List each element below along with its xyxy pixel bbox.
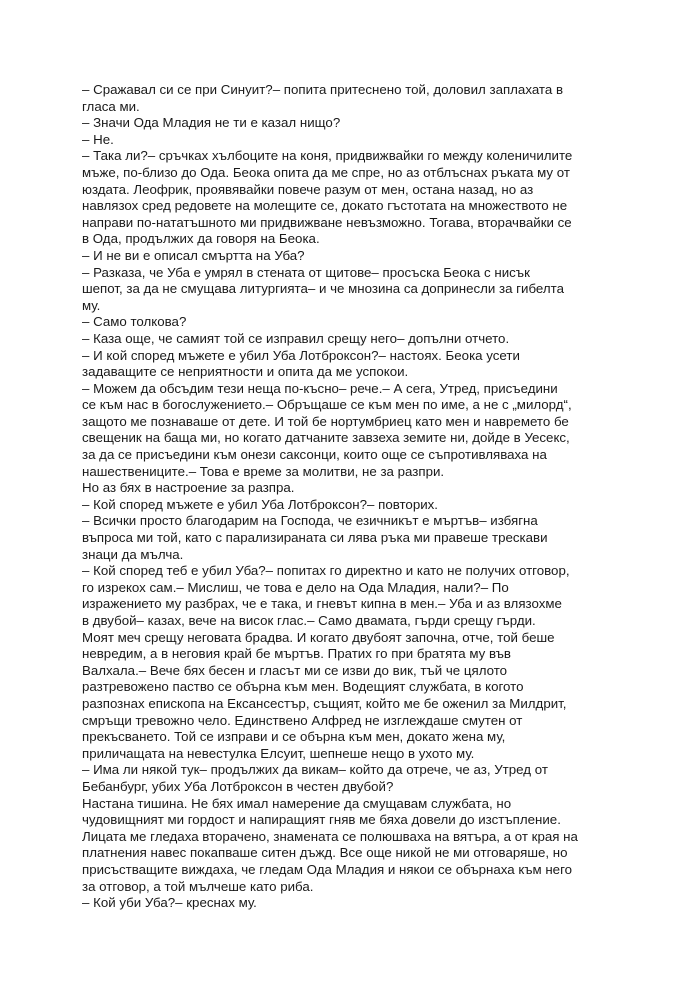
text-line: за да се присъедини към онези саксонци, които още се съпротивляваха на <box>82 447 547 463</box>
text-line: – Кой според мъжете е убил Уба Лотброксон?– повторих. <box>82 496 438 512</box>
text-line: разтревожено паство се обърна към мен. Водещият службата, в когото <box>82 679 524 695</box>
text-line: – Каза още, че самият той се изправил срещу него– допълни отчето. <box>82 330 510 346</box>
text-line: Лицата ме гледаха вторачено, знамената се полюшваха на вятъра, а от края на <box>82 828 578 844</box>
text-line: невредим, а в неговия край бе мъртъв. Пратих го при братята му във <box>82 646 511 662</box>
text-line: изражението му разбрах, че е така, и гневът кипна в мен.– Уба и аз влязохме <box>82 596 562 612</box>
text-line: знаци да мълча. <box>82 546 184 562</box>
text-line: Бебанбург, убих Уба Лотброксон в честен двубой? <box>82 778 394 794</box>
text-line: мъже, по-близо до Ода. Беока опита да ме спре, но аз отблъснах ръката му от <box>82 164 570 180</box>
text-line: задаващите се неприятности и опита да ме успокои. <box>82 364 409 380</box>
text-line: – И не ви е описал смъртта на Уба? <box>82 247 305 263</box>
text-line: юздата. Леофрик, проявявайки повече разум от мен, остана назад, но аз <box>82 181 534 197</box>
text-line: гласа ми. <box>82 98 140 114</box>
text-line: шепот, за да не смущава литургията– и че мнозина са допринесли за гибелта <box>82 281 564 297</box>
text-line: защото ме познаваше от дете. И той бе нортумбриец като мен и навремето бе <box>82 413 569 429</box>
text-line: смръщи тревожно чело. Единствено Алфред не изглеждаше смутен от <box>82 712 523 728</box>
text-line: се към нас в богослужението.– Обръщаше се към мен по име, а не с „милорд“, <box>82 397 572 413</box>
text-line: в Ода, продължих да говоря на Беока. <box>82 231 320 247</box>
text-line: в двубой– казах, вече на висок глас.– Само двамата, гърди срещу гърди. <box>82 613 536 628</box>
text-line: Моят меч срещу неговата брадва. И когато двубоят започна, отче, той беше <box>82 629 555 645</box>
text-line: – Има ли някой тук– продължих да викам– който да отрече, че аз, Утред от <box>82 762 548 778</box>
document-page <box>82 82 622 928</box>
text-line: за отговор, а той мълчеше като риба. <box>82 878 314 894</box>
text-line: – Кой уби Уба?– креснах му. <box>82 895 257 911</box>
text-line: Настана тишина. Не бях имал намерение да смущавам службата, но <box>82 795 512 811</box>
text-line: – Не. <box>82 131 114 147</box>
text-line: въпроса ми той, като с парализираната си лява ръка ми правеше трескави <box>82 530 548 546</box>
text-line: платнения навес покапваше ситен дъжд. Все още никой не ми отговаряше, но <box>82 845 568 861</box>
text-line: му. <box>82 297 101 313</box>
text-line: – Кой според теб е убил Уба?– попитах го директно и като не получих отговор, <box>82 563 570 579</box>
text-line: – Така ли?– сръчках хълбоците на коня, придвижвайки го между коленичилите <box>82 148 573 164</box>
text-line: – Сражавал си се при Синуит?– попита притеснено той, доловил заплахата в <box>82 82 564 97</box>
text-line: нашествениците.– Това е време за молитви, не за разпри. <box>82 463 445 479</box>
text-line: свещеник на баща ми, но когато датчаните завзеха земите ни, дойде в Уесекс, <box>82 430 570 446</box>
text-line: прекъсването. Той се изправи и се обърна към мен, докато жена му, <box>82 729 506 745</box>
text-line: – Разказа, че Уба е умрял в стената от щитове– просъска Беока с нисък <box>82 264 530 280</box>
text-line: навлязох сред редовете на молещите се, докато гъстотата на множеството не <box>82 198 568 214</box>
text-line: присъстващите виждаха, че гледам Ода Младия и някои се обърнаха към него <box>82 861 573 877</box>
text-line: чудовищният ми гордост и напиращият гняв ме бяха довели до изстъпление. <box>82 812 561 828</box>
text-line: Валхала.– Вече бях бесен и гласът ми се изви до вик, тъй че цялото <box>82 662 508 678</box>
text-line: – Значи Ода Младия не ти е казал нищо? <box>82 115 341 131</box>
text-line: го изрекох сам.– Мислиш, че това е дело на Ода Младия, нали?– По <box>82 579 509 595</box>
text-line: Но аз бях в настроение за разпра. <box>82 480 295 496</box>
text-line: – И кой според мъжете е убил Уба Лотброксон?– настоях. Беока усети <box>82 347 520 363</box>
text-line: – Само толкова? <box>82 314 187 330</box>
text-line: – Можем да обсъдим тези неща по-късно– рече.– А сега, Утред, присъедини <box>82 380 558 396</box>
text-line: приличащата на невестулка Елсуит, шепнеше нещо в ухото му. <box>82 745 475 761</box>
text-line: разпознах епископа на Ексансестър, същият, който ме бе оженил за Милдрит, <box>82 695 567 711</box>
text-line <box>82 912 622 929</box>
text-line: – Всички просто благодарим на Господа, че езичникът е мъртъв– избягна <box>82 513 538 529</box>
text-line: направи по-нататъшното ми придвижване невъзможно. Тогава, вторачвайки се <box>82 214 572 230</box>
